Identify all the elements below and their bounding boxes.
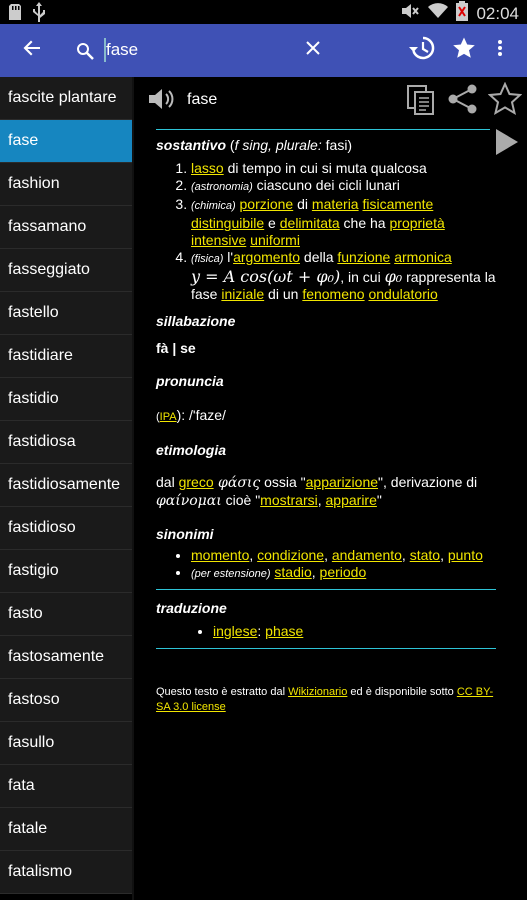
synonym-item: • momento, condizione, andamento, stato, punto — [191, 547, 496, 564]
word-link[interactable]: fisicamente — [362, 196, 434, 212]
word-list[interactable] — [0, 77, 132, 900]
definition-item: 2. (astronomia) ciascuno dei cicli lunari — [191, 177, 496, 196]
word-list-item[interactable]: fastidioso — [0, 507, 132, 550]
synonyms-list — [156, 547, 496, 583]
license-link[interactable]: CC BY-SA 3.0 license — [156, 686, 494, 713]
synonym-link[interactable]: periodo — [319, 564, 367, 580]
play-icon[interactable] — [494, 127, 520, 162]
synonym-link[interactable]: momento — [191, 547, 250, 563]
word-link[interactable]: armonica — [394, 249, 452, 265]
definition-panel — [134, 77, 527, 900]
favorites-button[interactable] — [448, 24, 480, 77]
section-rule — [156, 589, 496, 590]
word-link[interactable]: delimitata — [279, 215, 340, 231]
language-link[interactable]: inglese — [213, 623, 258, 639]
dictionary-entry — [156, 137, 496, 649]
translation-item: • inglese: phase — [213, 623, 496, 640]
word-link[interactable]: distinguibile — [191, 215, 265, 231]
word-list-item[interactable]: fashion — [0, 163, 132, 206]
word-list-item[interactable]: fastidio — [0, 378, 132, 421]
part-of-speech: sostantivo (f sing, plurale: fasi) — [156, 137, 353, 153]
word-link[interactable]: argomento — [233, 249, 301, 265]
copy-icon[interactable] — [406, 84, 436, 121]
section-title: traduzione — [156, 600, 227, 616]
word-list-item[interactable]: fasullo — [0, 722, 132, 765]
word-link[interactable]: intensive — [191, 232, 247, 248]
mute-icon — [400, 2, 420, 25]
word-list-item[interactable]: fastigio — [0, 550, 132, 593]
word-link[interactable]: porzione — [239, 196, 294, 212]
definitions-list — [156, 160, 496, 303]
more-vert-icon — [497, 39, 503, 62]
word-list-item[interactable]: fastosamente — [0, 636, 132, 679]
share-icon[interactable] — [447, 84, 479, 119]
word-link[interactable]: fenomeno — [302, 286, 365, 302]
headword: fase — [187, 91, 218, 108]
word-list-item[interactable]: fastidiare — [0, 335, 132, 378]
definition-item: 1. lasso di tempo in cui si muta qualcosa — [191, 160, 496, 177]
formula: y = A cos(ωt + φ₀) — [191, 267, 341, 286]
syllabification: fà | se — [156, 340, 196, 356]
word-list-item[interactable]: fatale — [0, 808, 132, 851]
sd-card-icon — [8, 3, 22, 26]
section-title: sillabazione — [156, 313, 236, 329]
word-list-item[interactable]: fatalismo — [0, 851, 132, 894]
speaker-icon[interactable] — [148, 87, 176, 116]
word-list-item[interactable]: fastidiosamente — [0, 464, 132, 507]
section-rule — [156, 648, 496, 649]
history-icon — [409, 36, 435, 65]
status-time: 02:04 — [476, 3, 519, 23]
word-link[interactable]: lasso — [191, 160, 224, 176]
word-link[interactable]: apparizione — [305, 474, 379, 490]
word-link[interactable]: proprietà — [389, 215, 445, 231]
word-list-item[interactable]: fassamano — [0, 206, 132, 249]
back-button[interactable] — [14, 24, 50, 77]
history-button[interactable] — [406, 24, 438, 77]
word-list-item[interactable]: fastello — [0, 292, 132, 335]
section-title: pronuncia — [156, 373, 224, 389]
word-link[interactable]: uniformi — [250, 232, 300, 248]
overflow-menu-button[interactable] — [490, 24, 510, 77]
synonym-link[interactable]: stato — [409, 547, 441, 563]
star-icon — [452, 36, 476, 65]
bookmark-star-icon[interactable] — [488, 82, 522, 121]
clear-search-button[interactable] — [300, 24, 326, 77]
wifi-icon — [428, 3, 448, 24]
license-footer: Questo testo è estratto dal Wikizionario ed è disponibile sotto CC BY-SA 3.0 license — [156, 686, 494, 713]
definition-item: 3. (chimica) porzione di materia fisicamente distinguibile e delimitata che ha proprietà intensive uniformi — [191, 196, 496, 249]
word-link[interactable]: materia — [311, 196, 359, 212]
word-list-item[interactable]: fastoso — [0, 679, 132, 722]
synonym-link[interactable]: andamento — [331, 547, 402, 563]
action-bar — [0, 24, 527, 77]
word-link[interactable]: mostrarsi — [260, 492, 318, 508]
word-link[interactable]: funzione — [337, 249, 391, 265]
word-link[interactable]: iniziale — [221, 286, 265, 302]
top-rule — [156, 129, 490, 130]
definition-item: 4. (fisica) l'argomento della funzione armonica y = A cos(ωt + φ₀), in cui φ₀ rappresenta la fase iniziale di un fenomeno ondulatorio — [191, 249, 496, 303]
etymology: dal greco φάσις ossia "apparizione", derivazione di φαίνομαι cioè "mostrarsi, apparire" — [156, 474, 478, 509]
translations-list — [156, 623, 496, 640]
word-link[interactable]: apparire — [325, 492, 377, 508]
word-list-item[interactable]: fasseggiato — [0, 249, 132, 292]
section-title: etimologia — [156, 442, 227, 458]
synonym-link[interactable]: punto — [447, 547, 483, 563]
synonym-link[interactable]: condizione — [257, 547, 325, 563]
word-link[interactable]: greco — [178, 474, 214, 490]
pronunciation: (IPA): /'faze/ — [156, 407, 226, 423]
search-icon — [72, 24, 98, 77]
word-list-item[interactable]: fata — [0, 765, 132, 808]
ipa-link[interactable]: IPA — [159, 411, 177, 423]
synonym-link[interactable]: stadio — [274, 564, 312, 580]
word-list-item[interactable]: fasto — [0, 593, 132, 636]
word-link[interactable]: ondulatorio — [368, 286, 438, 302]
word-list-item[interactable]: fase — [0, 120, 132, 163]
search-input[interactable]: fase — [106, 40, 139, 59]
close-icon — [306, 41, 320, 60]
word-list-item[interactable]: fascite plantare — [0, 77, 132, 120]
battery-icon — [456, 1, 468, 26]
section-title: sinonimi — [156, 526, 214, 542]
translation-link[interactable]: phase — [265, 623, 304, 639]
wikizionario-link[interactable]: Wikizionario — [288, 686, 348, 698]
word-list-item[interactable]: fastidiosa — [0, 421, 132, 464]
arrow-left-icon — [22, 38, 42, 63]
status-bar — [0, 0, 527, 24]
synonym-item: • (per estensione) stadio, periodo — [191, 564, 496, 583]
